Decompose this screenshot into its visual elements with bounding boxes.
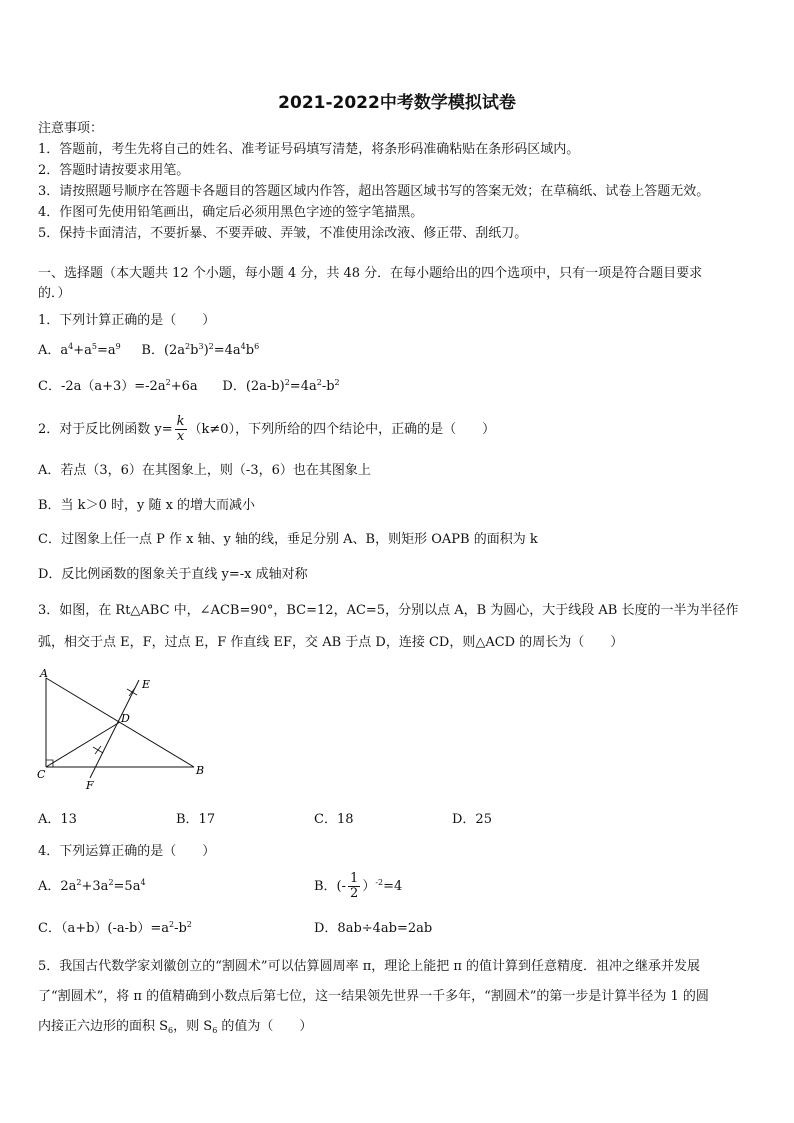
q2-fraction — [175, 415, 187, 444]
q2-option-c: C．过图象上任一点 P 作 x 轴、y 轴的线，垂足分别 A、B，则矩形 OAPB 的面积为 k — [38, 532, 538, 547]
q5-line3-mid: ，则 S — [173, 1019, 213, 1034]
q3-triangle-figure — [34, 668, 214, 794]
q2-frac-den: x — [176, 429, 185, 444]
q2-stem-pre: 2．对于反比例函数 y= — [38, 422, 173, 437]
label-d: D — [121, 712, 130, 725]
q2-stem — [38, 414, 495, 446]
q4-stem: 4．下列运算正确的是（ ） — [38, 844, 216, 859]
notice-item-5: 5．保持卡面清洁，不要折暴、不要弄破、弄皱，不准使用涂改液、修正带、刮纸刀。 — [38, 226, 528, 241]
q4-optb-tail: =4 — [383, 879, 403, 894]
section-heading-line2: 的．） — [38, 286, 71, 301]
q4-option-c: C．$(a+b)(-a-b)=a^2-b^2$ — [38, 920, 192, 936]
q5-line3-post: 的值为（ ） — [217, 1019, 313, 1034]
q5-sub-1: 6 — [168, 1026, 174, 1035]
label-f: F — [86, 779, 94, 792]
q4-option-d: D．8ab÷4ab=2ab — [314, 921, 433, 936]
q4-optb-fraction — [348, 872, 360, 901]
page-title: 2021-2022中考数学模拟试卷 — [278, 93, 516, 113]
q5-line3-pre: 内接正六边形的面积 S — [38, 1019, 169, 1034]
q3-stem-line2: 弧，相交于点 E，F，过点 E，F 作直线 EF，交 AB 于点 D，连接 CD，则△ACD 的周长为（ ） — [38, 635, 624, 650]
q1-options-cd: C．$-2a(a+3)=-2a^2+6a$ D．$(2a-b)^2=4a^2-b^2$ — [38, 378, 340, 394]
notice-heading: 注意事项： — [38, 121, 104, 136]
section-heading-line1: 一、选择题（本大题共 12 个小题，每小题 4 分，共 48 分．在每小题给出的四个选项中，只有一项是符合题目要求 — [38, 266, 703, 281]
q4-option-b — [314, 871, 402, 903]
notice-item-4: 4．作图可先使用铅笔画出，确定后必须用黑色字迹的签字笔描黑。 — [38, 205, 424, 220]
q5-stem-line1: 5．我国古代数学家刘徽创立的“割圆术”可以估算圆周率 π，理论上能把 π 的值计算到任意精度．祖冲之继承并发展 — [38, 959, 701, 974]
q3-option-c: C．18 — [314, 812, 354, 827]
q3-option-b: B．17 — [176, 812, 216, 827]
q1-options-ab: A．$a^4+a^5=a^9$ B．$(2a^2b^3)^2=4a^4b^6$ — [38, 342, 260, 358]
label-c: C — [37, 768, 46, 781]
segment-cd — [46, 722, 120, 767]
q2-option-d: D．反比例函数的图象关于直线 y=-x 成轴对称 — [38, 567, 308, 582]
q2-option-a: A．若点（3，6）在其图象上，则（-3，6）也在其图象上 — [38, 463, 371, 478]
q3-stem-line1: 3．如图，在 Rt△ABC 中，∠ACB=90°，BC=12，AC=5，分别以点 A，B 为圆心，大于线段 AB 长度的一半为半径作 — [38, 603, 739, 618]
label-e: E — [142, 678, 151, 691]
q4-optb-den: 2 — [350, 886, 359, 901]
q5-stem-line3 — [38, 1018, 312, 1036]
q4-optb-exp: -2 — [375, 878, 384, 887]
arc-mark-f2 — [95, 746, 101, 754]
q4-optb-post: ） — [362, 879, 376, 894]
q2-stem-post: （k≠0），下列所给的四个结论中，正确的是（ ） — [188, 422, 496, 437]
q5-stem-line2: 了“割圆术”，将 π 的值精确到小数点后第七位，这一结果领先世界一千多年，“割圆术”的第一步是计算半径为 1 的圆 — [38, 989, 709, 1004]
label-a: A — [40, 668, 48, 680]
q4-optb-num: 1 — [350, 871, 359, 886]
q3-option-a: A．13 — [38, 812, 77, 827]
q1-stem: 1．下列计算正确的是（ ） — [38, 313, 216, 328]
q5-sub-2: 6 — [212, 1026, 218, 1035]
label-b: B — [196, 764, 205, 777]
q4-option-a: A．$2a^2+3a^2=5a^4$ — [38, 878, 146, 894]
q2-option-b: B．当 k＞0 时，y 随 x 的增大而减小 — [38, 498, 256, 513]
q3-option-d: D．25 — [452, 812, 492, 827]
notice-item-3: 3．请按照题号顺序在答题卡各题目的答题区域内作答，超出答题区域书写的答案无效；在草稿纸、试卷上答题无效。 — [38, 184, 710, 199]
notice-item-2: 2．答题时请按要求用笔。 — [38, 163, 190, 178]
notice-item-1: 1．答题前，考生先将自己的姓名、准考证号码填写清楚，将条形码准确粘贴在条形码区域内。 — [38, 142, 580, 157]
q4-optb-pre: B．(- — [314, 879, 347, 894]
q2-frac-num: k — [176, 414, 185, 429]
